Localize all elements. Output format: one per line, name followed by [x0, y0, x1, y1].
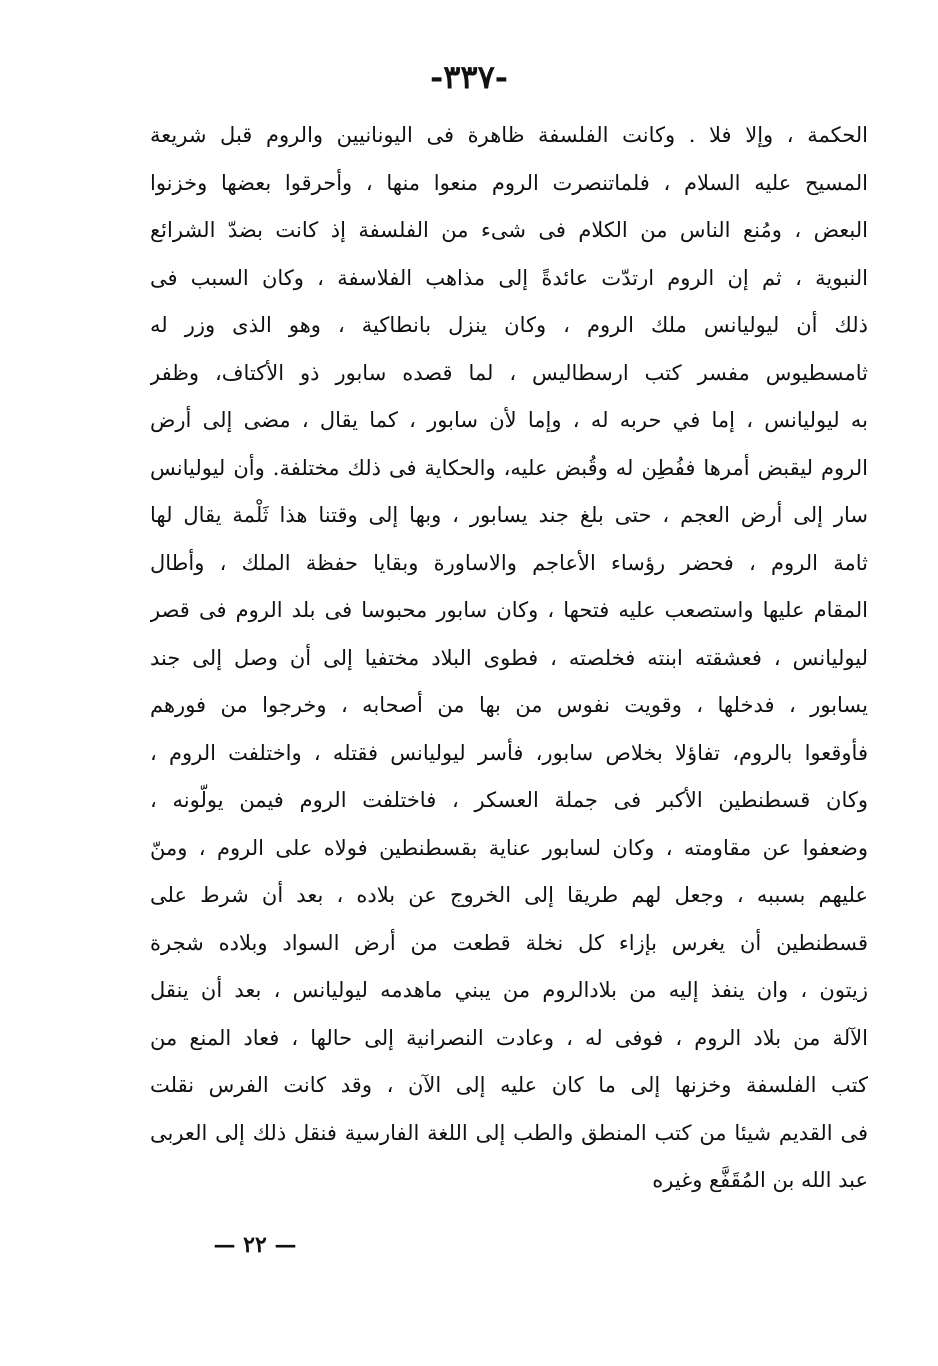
signature-mark: — ٢٢ —: [213, 1232, 297, 1258]
text-line: قسطنطين أن يغرس بإزاء كل نخلة قطعت من أرض السواد وبلاده شجرة: [150, 930, 868, 955]
text-line: سار إلى أرض العجم ، حتى بلغ جند يسابور ، وبها إلى وقتنا هذا ثَلْمة يقال لها: [150, 503, 868, 527]
text-line: الحكمة ، وإلا فلا . وكانت الفلسفة ظاهرة فى اليونانيين والروم قبل شريعة: [150, 123, 868, 147]
page-number: -٣٣٧-: [429, 58, 509, 96]
text-line: به ليوليانس ، إما في حربه له ، وإما لأن سابور ، كما يقال ، مضى إلى أرض: [150, 408, 868, 432]
text-line: النبوية ، ثم إن الروم ارتدّت عائدةً إلى مذاهب الفلاسفة ، وكان السبب فى: [150, 265, 868, 290]
text-line: عبد الله بن المُقَفَّع وغيره: [652, 1168, 868, 1192]
text-line: ثامسطيوس مفسر كتب ارسطاليس ، لما قصده سابور ذو الأكتاف، وظفر: [150, 360, 868, 385]
text-line: زيتون ، وان ينفذ إليه من بلادالروم من يبني ماهدمه ليوليانس ، بعد أن ينقل: [150, 978, 868, 1002]
text-line: ليوليانس ، فعشقته ابنته فخلصته ، فطوى البلاد مختفيا إلى أن وصل إلى جند: [150, 645, 868, 670]
text-line: يسابور ، فدخلها ، وقويت نفوس من بها من أصحابه ، وخرجوا من فورهم: [150, 693, 868, 717]
text-line: المقام عليها واستصعب عليه فتحها ، وكان سابور محبوسا فى بلد الروم فى قصر: [150, 598, 868, 622]
text-line: البعض ، ومُنع الناس من الكلام فى شىء من الفلسفة إذ كانت بضدّ الشرائع: [150, 218, 868, 242]
text-line: كتب الفلسفة وخزنها إلى ما كان عليه إلى الآن ، وقد كانت الفرس نقلت: [150, 1073, 868, 1097]
text-line: الروم ليقبض أمرها ففُطِن له وقُبض عليه، والحكاية فى ذلك مختلفة. وأن ليوليانس: [150, 455, 868, 480]
text-line: ذلك أن ليوليانس ملك الروم ، وكان ينزل بانطاكية ، وهو الذى وزر له: [150, 313, 868, 337]
text-line: فى القديم شيئا من كتب المنطق والطب إلى اللغة الفارسية فنقل ذلك إلى العربى: [150, 1120, 868, 1145]
body-text: [150, 112, 868, 1205]
text-line: وكان قسطنطين الأكبر فى جملة العسكر ، فاختلفت الروم فيمن يولّونه ،: [150, 788, 868, 812]
text-line: المسيح عليه السلام ، فلماتنصرت الروم منعوا منها ، وأحرقوا بعضها وخزنوا: [150, 170, 868, 195]
text-line: عليهم بسببه ، وجعل لهم طريقا إلى الخروج عن بلاده ، بعد أن شرط على: [150, 883, 868, 907]
text-line: ثامة الروم ، فحضر رؤساء الأعاجم والاساورة وبقايا حفظة الملك ، وأطال: [150, 550, 868, 575]
text-line: فأوقعوا بالروم، تفاؤلا بخلاص سابور، فأسر ليوليانس فقتله ، واختلفت الروم ،: [150, 740, 868, 765]
text-line: الآلة من بلاد الروم ، فوفى له ، وعادت النصرانية إلى حالها ، فعاد المنع من: [150, 1025, 868, 1050]
text-line: وضعفوا عن مقاومته ، وكان لسابور عناية بقسطنطين فولاه على الروم ، ومنّ: [150, 835, 868, 860]
